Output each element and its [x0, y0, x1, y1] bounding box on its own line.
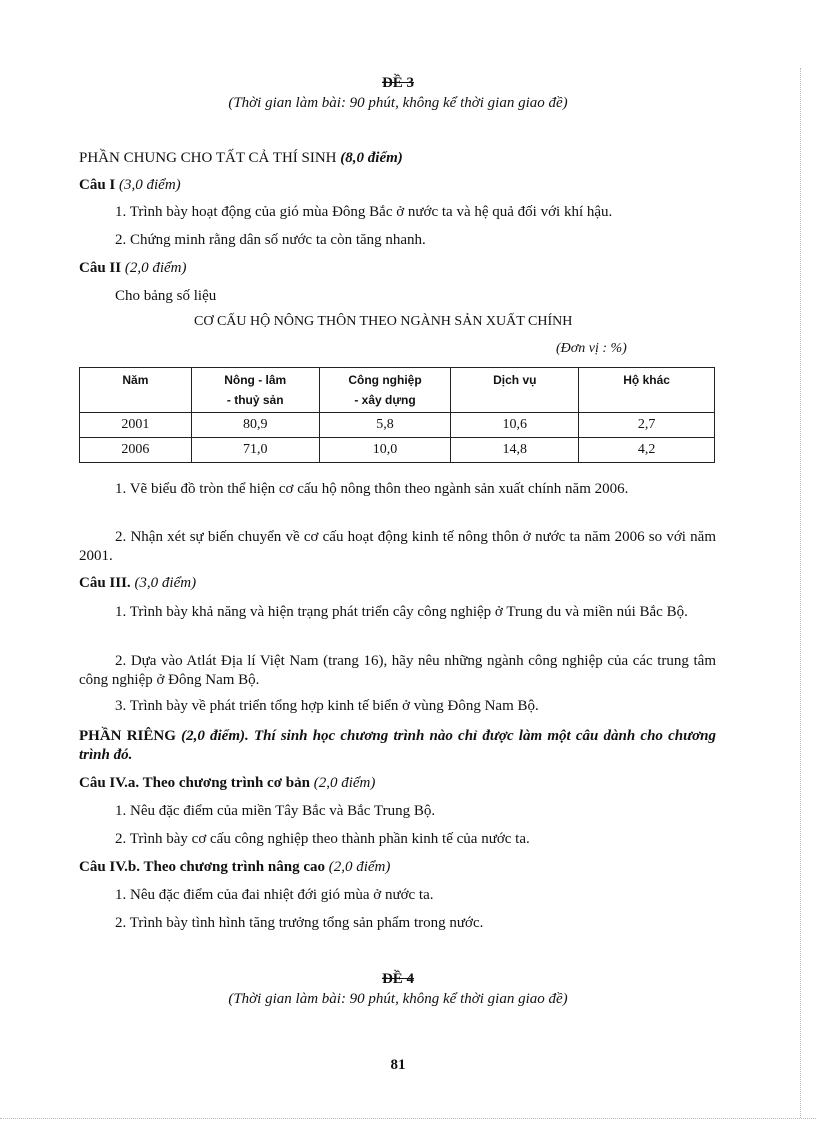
table-unit: (Đơn vị : %): [556, 341, 627, 356]
question-4b-item-2: 2. Trình bày tình hình tăng trưởng tổng sản phẩm trong nước.: [115, 915, 484, 931]
question-4a-label: Câu IV.a. Theo chương trình cơ bản: [79, 775, 310, 791]
question-3-label: Câu III.: [79, 575, 131, 591]
data-table: [79, 367, 715, 463]
question-3-points: (3,0 điểm): [134, 575, 197, 591]
table-header-cell: Dịch vụ: [451, 368, 579, 413]
section-elective-note: (2,0 điểm). Thí sinh học chương trình nào chỉ được làm một câu dành cho chương trình đó.: [79, 728, 717, 763]
question-2-points: (2,0 điểm): [124, 260, 187, 276]
question-4a-points: (2,0 điểm): [313, 775, 376, 791]
section-elective: [79, 727, 716, 765]
table-cell: 10,0: [319, 438, 451, 463]
table-cell: 80,9: [191, 413, 319, 438]
exam-title-de3: ĐỀ 3: [381, 75, 415, 91]
question-4a-heading: [79, 775, 375, 792]
question-1-label: Câu I: [79, 177, 116, 193]
table-header-row: [80, 368, 715, 413]
section-common-points: (8,0 điểm): [340, 150, 403, 166]
page-number: 81: [390, 1057, 406, 1073]
question-2-intro: Cho bảng số liệu: [115, 288, 217, 304]
question-1-heading: [79, 177, 181, 194]
question-2-heading: [79, 260, 187, 277]
table-header-cell: Năm: [80, 368, 192, 413]
margin-guide-bottom: [0, 1118, 816, 1119]
table-header-cell: Nông - lâm - thuỷ sản: [191, 368, 319, 413]
question-4b-item-1: 1. Nêu đặc điểm của đai nhiệt đới gió mùa ở nước ta.: [115, 887, 434, 903]
margin-guide-right: [800, 68, 801, 1118]
question-3-item-3: 3. Trình bày về phát triển tổng hợp kinh tế biển ở vùng Đông Nam Bộ.: [115, 698, 539, 714]
exam-time-de3: (Thời gian làm bài: 90 phút, không kể thời gian giao đề): [228, 95, 568, 111]
table-cell: 10,6: [451, 413, 579, 438]
table-cell: 5,8: [319, 413, 451, 438]
table-header-cell: Hộ khác: [579, 368, 715, 413]
table-cell: 2,7: [579, 413, 715, 438]
section-elective-label: PHẦN RIÊNG: [79, 728, 176, 744]
table-cell: 14,8: [451, 438, 579, 463]
question-4b-points: (2,0 điểm): [328, 859, 391, 875]
question-1-item-1: 1. Trình bày hoạt động của gió mùa Đông Bắc ở nước ta và hệ quả đối với khí hậu.: [115, 204, 613, 220]
table-header-cell: Công nghiệp - xây dựng: [319, 368, 451, 413]
section-common: [79, 150, 403, 167]
question-4a-item-2: 2. Trình bày cơ cấu công nghiệp theo thành phần kinh tế của nước ta.: [115, 831, 530, 847]
question-4b-heading: [79, 859, 390, 876]
table-cell: 71,0: [191, 438, 319, 463]
table-cell: 2006: [80, 438, 192, 463]
question-1-item-2: 2. Chứng minh rằng dân số nước ta còn tăng nhanh.: [115, 232, 426, 248]
table-row: [80, 413, 715, 438]
question-4a-item-1: 1. Nêu đặc điểm của miền Tây Bắc và Bắc Trung Bộ.: [115, 803, 436, 819]
table-row: [80, 438, 715, 463]
question-1-points: (3,0 điểm): [119, 177, 181, 193]
question-4b-label: Câu IV.b. Theo chương trình nâng cao: [79, 859, 325, 875]
table-title: CƠ CẤU HỘ NÔNG THÔN THEO NGÀNH SẢN XUẤT CHÍNH: [194, 314, 573, 329]
question-3-item-2: 2. Dựa vào Atlát Địa lí Việt Nam (trang 16), hãy nêu những ngành công nghiệp của các trung tâm công nghiệp ở Đông Nam Bộ.: [79, 653, 716, 688]
table-cell: 2001: [80, 413, 192, 438]
question-2-item-1: 1. Vẽ biểu đồ tròn thể hiện cơ cấu hộ nông thôn theo ngành sản xuất chính năm 2006.: [115, 481, 629, 497]
question-2-label: Câu II: [79, 260, 122, 276]
table-cell: 4,2: [579, 438, 715, 463]
question-3-heading: [79, 575, 196, 592]
exam-title-de4: ĐỀ 4: [381, 971, 415, 987]
question-3-item-1: 1. Trình bày khả năng và hiện trạng phát triển cây công nghiệp ở Trung du và miền núi Bắc Bộ.: [115, 604, 688, 620]
section-common-label: PHẦN CHUNG CHO TẤT CẢ THÍ SINH: [79, 150, 337, 166]
exam-time-de4: (Thời gian làm bài: 90 phút, không kể thời gian giao đề): [228, 991, 568, 1007]
question-2-item-2: 2. Nhận xét sự biến chuyển về cơ cấu hoạt động kinh tế nông thôn ở nước ta năm 2006 so với năm 2001.: [79, 529, 716, 564]
